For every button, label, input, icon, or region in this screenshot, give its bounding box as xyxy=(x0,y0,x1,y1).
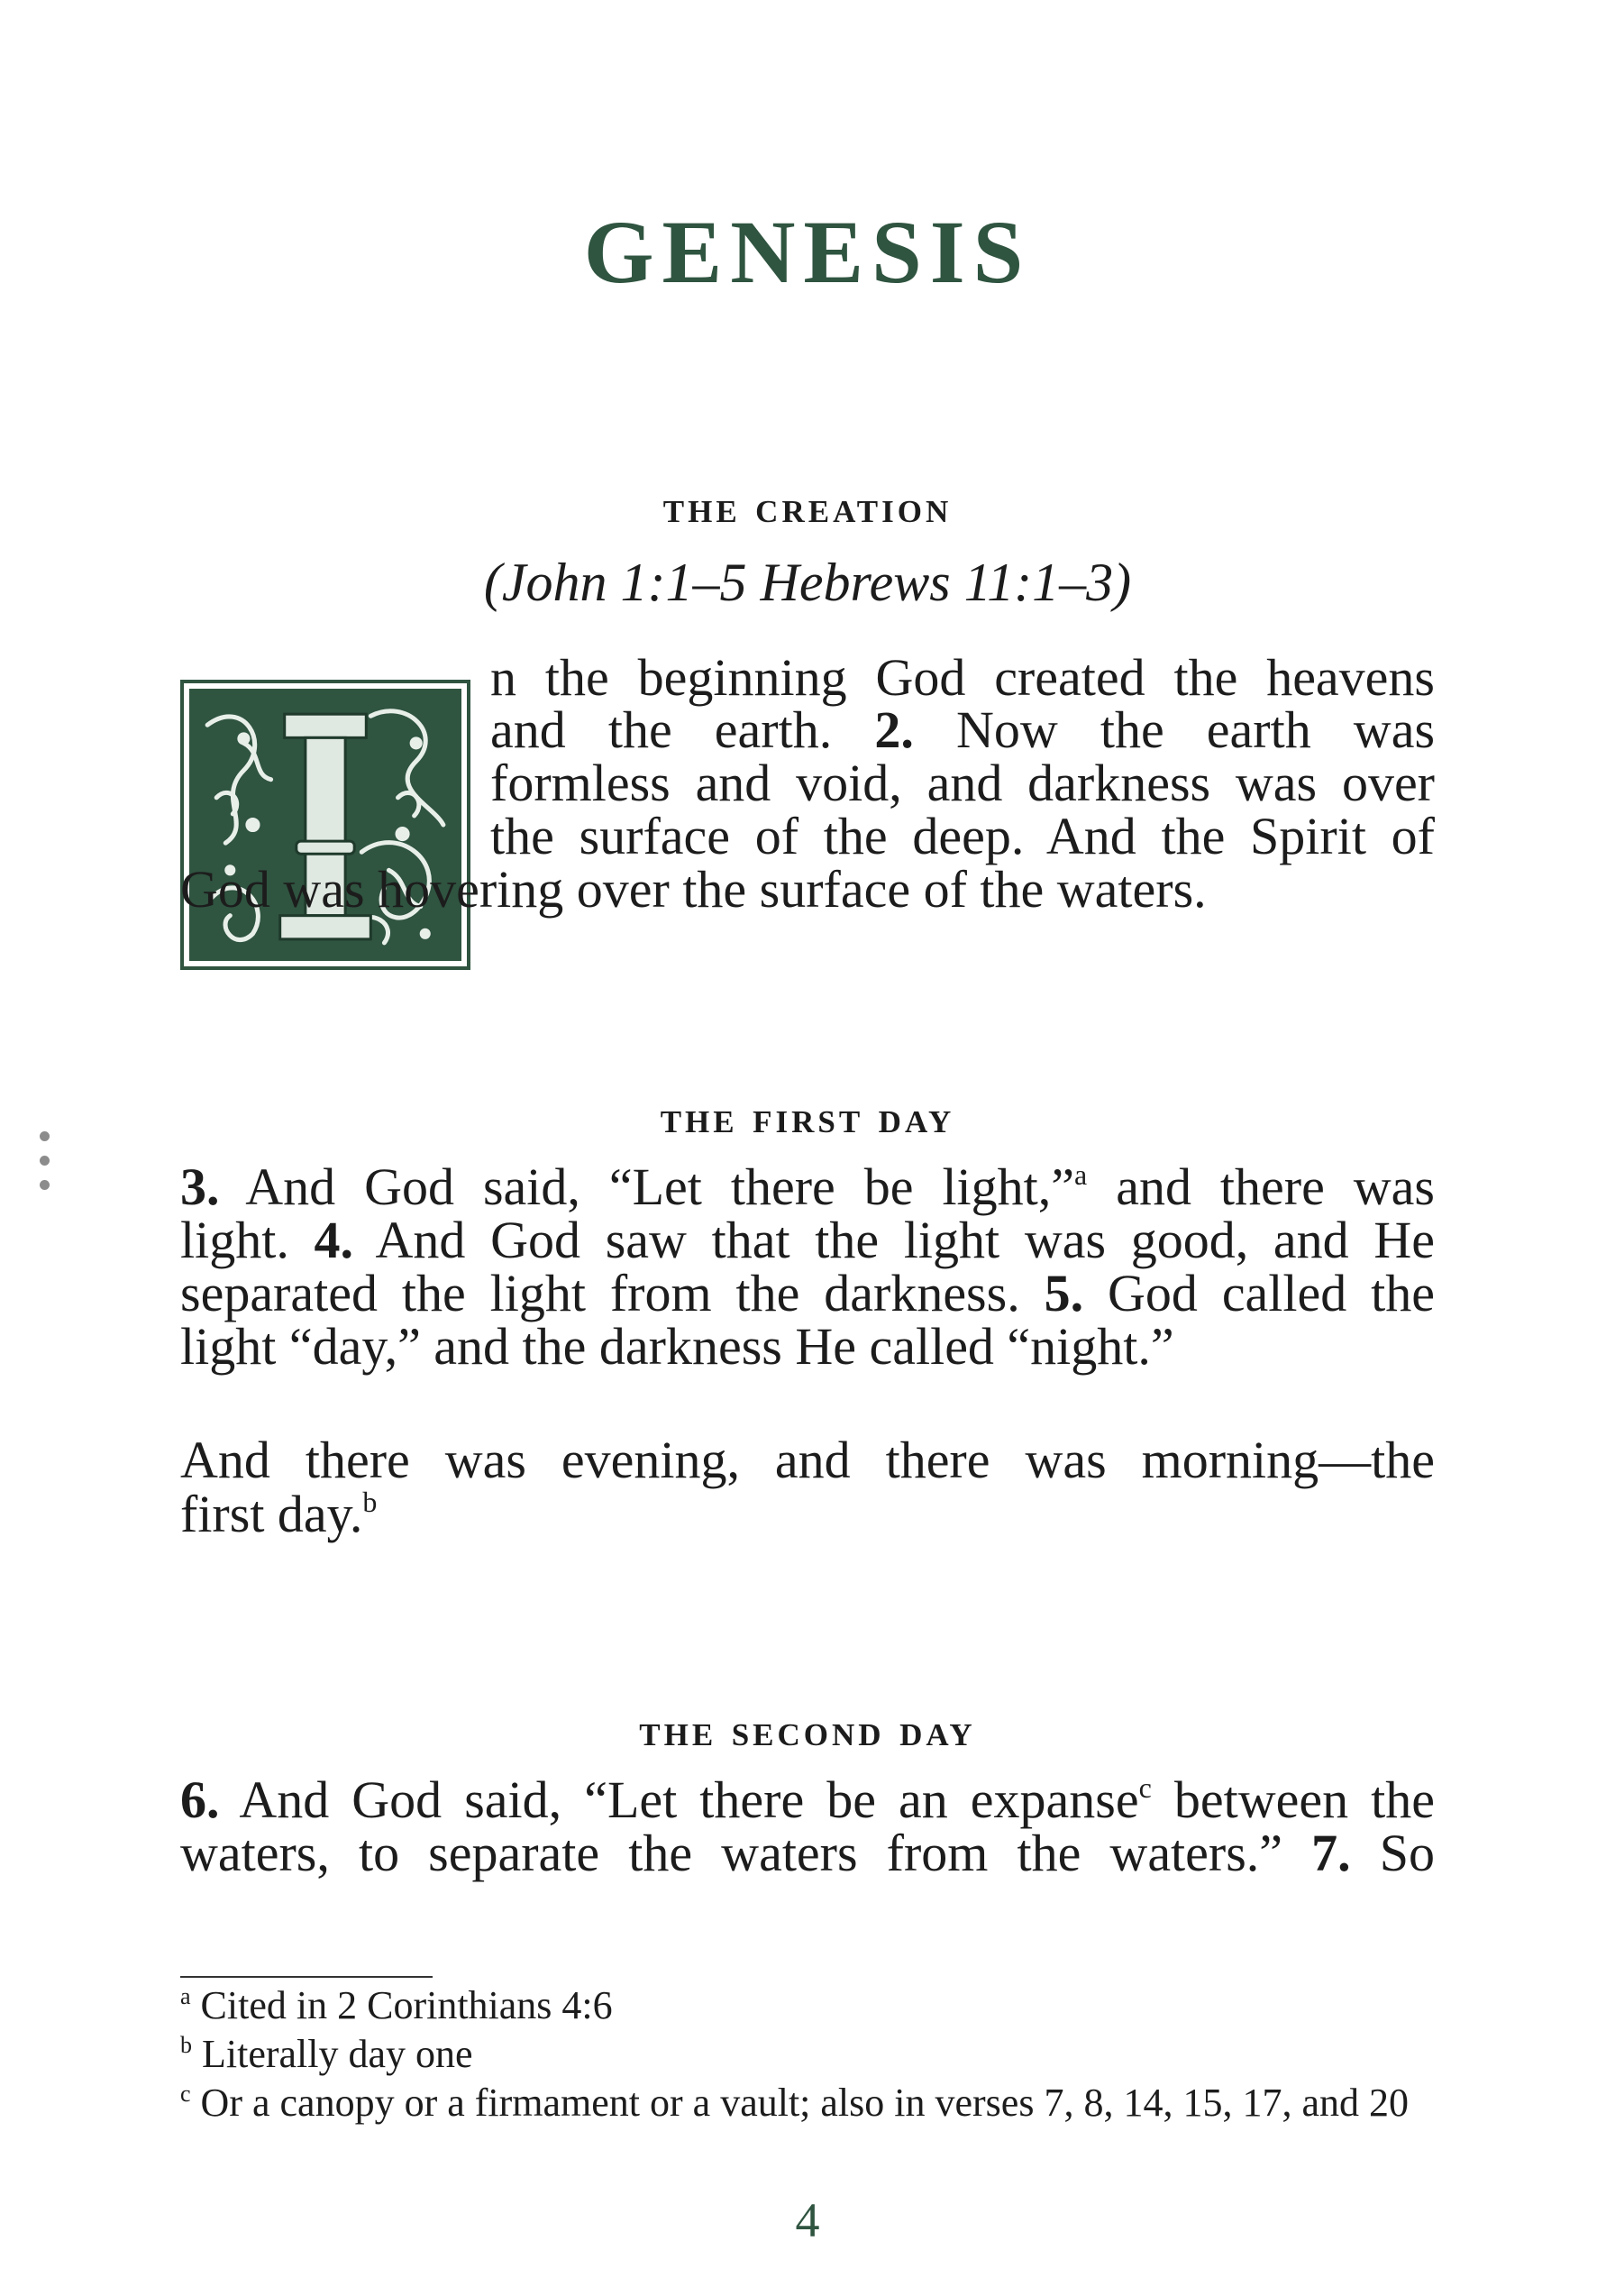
text-line: separated the light from the darkness. 5. God called the xyxy=(180,1264,1436,1322)
footnote: $^c$ Or a canopy or a firmament or a vault; also in verses 7, 8, 14, 15, 17, and 20 xyxy=(180,2081,1409,2125)
footnote: $^b$ Literally day one xyxy=(180,2032,473,2076)
section-heading-second-day: the second day xyxy=(639,1705,976,1755)
text-line: 6. And God said, “Let there be an expanse$^c$ between the xyxy=(180,1770,1435,1829)
text-line: light. 4. And God saw that the light was good, and He xyxy=(180,1211,1436,1269)
footnote-divider xyxy=(180,1976,433,1978)
text-line: waters, to separate the waters from the waters.” 7. So xyxy=(180,1824,1436,1882)
text-line: n the beginning God created the heavens xyxy=(490,648,1435,707)
text-line: formless and void, and darkness was over xyxy=(490,754,1435,812)
ornamental-initial-icon xyxy=(180,680,470,970)
section-heading-creation: the creation xyxy=(662,481,953,532)
footnote-marker: c xyxy=(1138,1771,1152,1804)
page-number: 4 xyxy=(795,2193,820,2247)
text-line: first day.$^b$ xyxy=(180,1485,378,1543)
footnote-marker: a xyxy=(1074,1158,1088,1191)
text-line: the surface of the deep. And the Spirit of xyxy=(490,807,1435,865)
text-line: and the earth. 2. Now the earth was xyxy=(490,700,1436,759)
cross-reference: (John 1:1–5 Hebrews 11:1–3) xyxy=(483,553,1132,612)
text-line: light “day,” and the darkness He called “night.” xyxy=(180,1317,1174,1376)
footnote: $^a$ Cited in 2 Corinthians 4:6 xyxy=(180,1983,613,2027)
text-line: And there was evening, and there was morning—the xyxy=(180,1431,1435,1489)
text-line: 3. And God said, “Let there be light,”$^a$ and there was xyxy=(180,1157,1435,1216)
verse-number: 2. xyxy=(874,700,914,759)
book-title: GENESIS xyxy=(583,202,1032,302)
book-page xyxy=(180,0,1435,2296)
footnote-marker: b xyxy=(362,1486,378,1518)
section-heading-first-day: the first day xyxy=(660,1092,955,1142)
text-line: God was hovering over the surface of the waters. xyxy=(180,860,1207,919)
more-vertical-icon[interactable] xyxy=(38,1131,52,1191)
